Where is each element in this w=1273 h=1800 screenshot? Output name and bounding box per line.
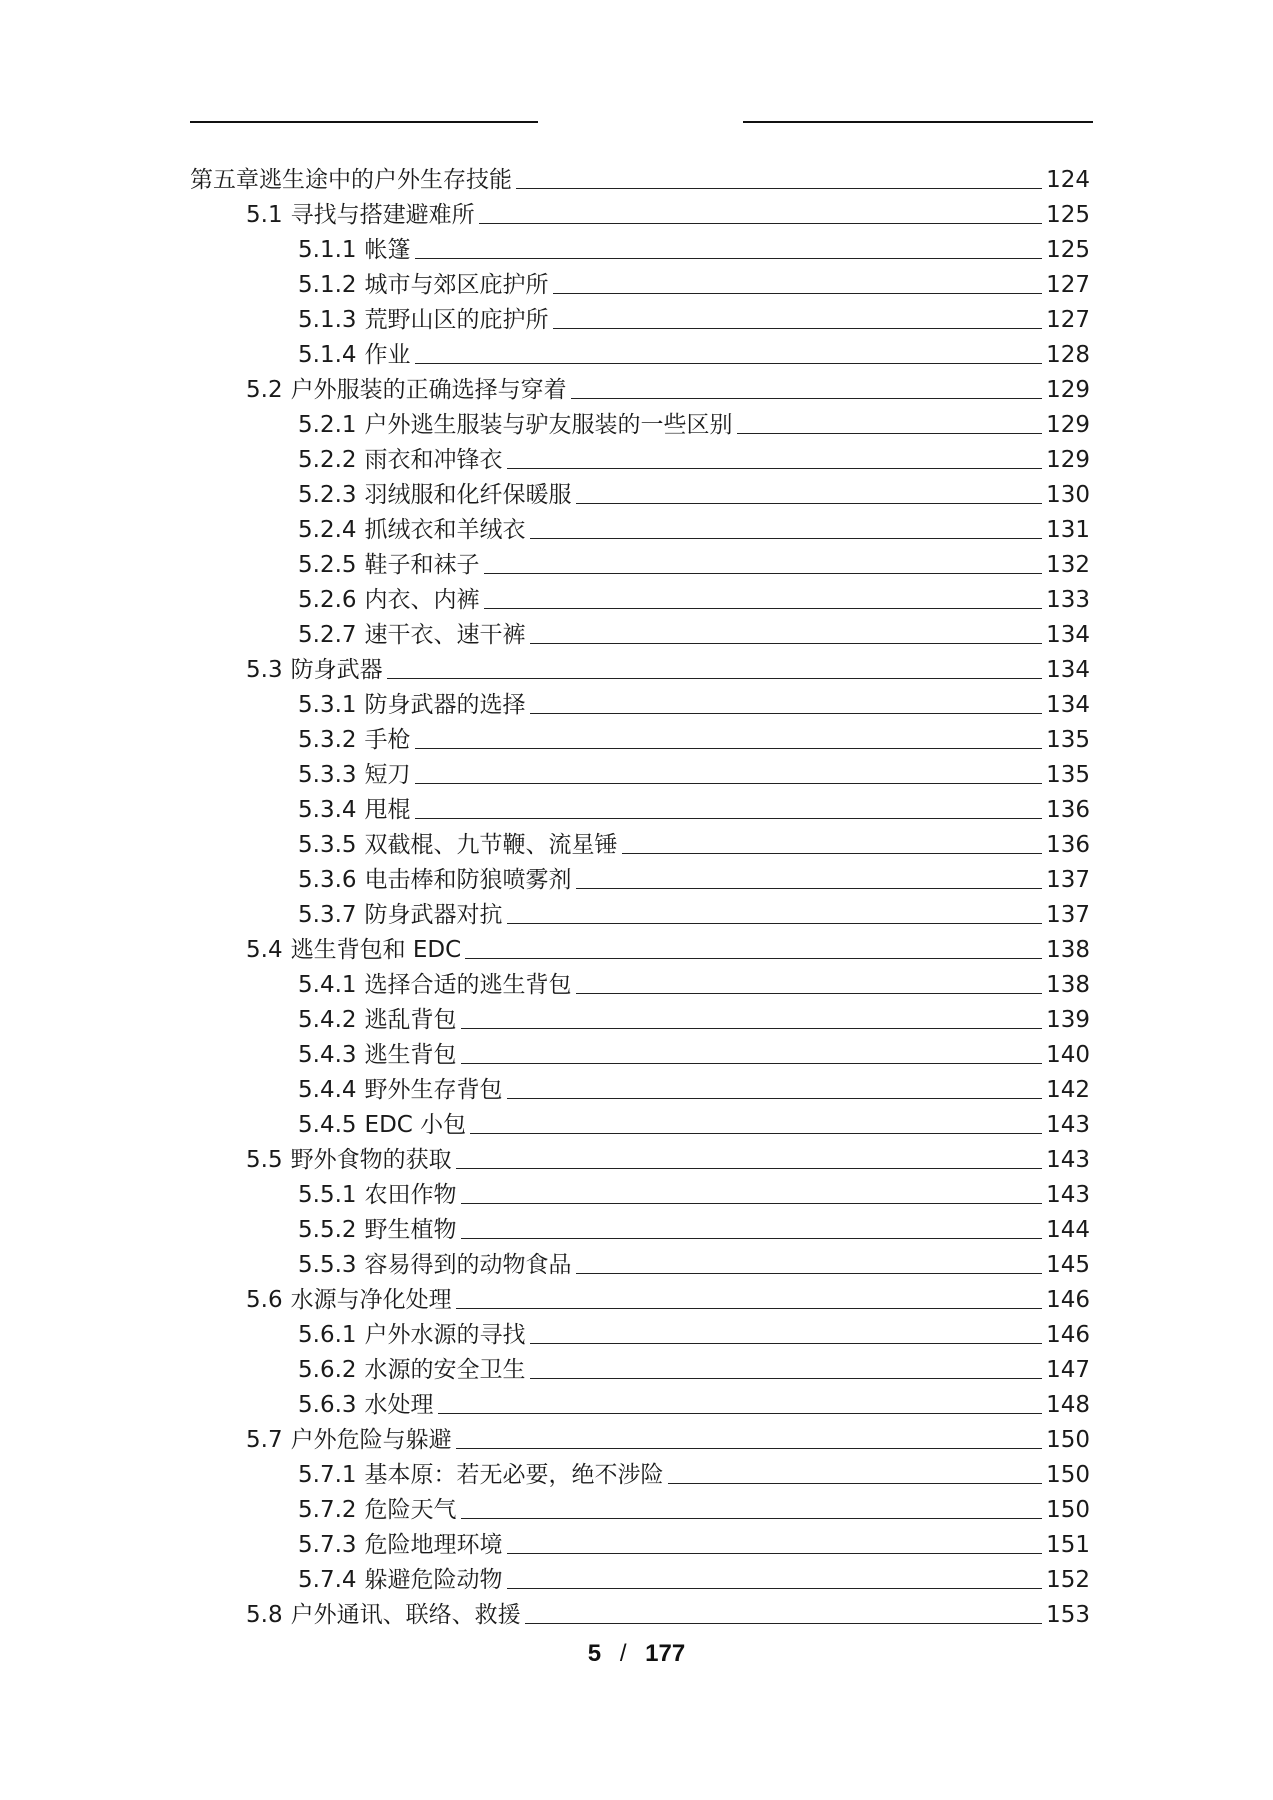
toc-entry-title: 危险地理环境: [364, 1532, 503, 1558]
toc-entry[interactable]: [190, 755, 1090, 790]
toc-entry-number: 5.3: [246, 657, 283, 683]
toc-entry-number: 5.6.2: [298, 1357, 357, 1383]
toc-entry[interactable]: [190, 1210, 1090, 1245]
toc-entry-title: 水处理: [364, 1392, 434, 1418]
toc-entry-page: 143: [1046, 1112, 1090, 1138]
toc-entry[interactable]: [190, 195, 1090, 230]
toc-entry[interactable]: [190, 300, 1090, 335]
toc-leader-line: [484, 573, 1043, 574]
toc-entry-title: 速干衣、速干裤: [364, 622, 526, 648]
toc-entry-page: 124: [1046, 167, 1090, 193]
toc-leader-line: [415, 363, 1043, 364]
toc-entry-title: 选择合适的逃生背包: [364, 972, 572, 998]
toc-leader-line: [461, 1028, 1043, 1029]
toc-entry-title: 内衣、内裤: [364, 587, 480, 613]
toc-entry-page: 131: [1046, 517, 1090, 543]
toc-entry[interactable]: [190, 580, 1090, 615]
toc-entry[interactable]: [190, 1385, 1090, 1420]
toc-entry-title: 城市与郊区庇护所: [364, 272, 549, 298]
toc-entry-number: 5.5.1: [298, 1182, 357, 1208]
toc-leader-line: [576, 503, 1043, 504]
toc-entry[interactable]: [190, 1560, 1090, 1595]
toc-entry-page: 138: [1046, 972, 1090, 998]
toc-entry[interactable]: [190, 405, 1090, 440]
toc-entry[interactable]: [190, 335, 1090, 370]
toc-entry-title: 户外逃生服装与驴友服装的一些区别: [364, 412, 733, 438]
toc-entry-page: 130: [1046, 482, 1090, 508]
toc-entry-page: 125: [1046, 237, 1090, 263]
toc-leader-line: [622, 853, 1043, 854]
toc-entry-number: 5.4.4: [298, 1077, 357, 1103]
toc-entry-page: 134: [1046, 622, 1090, 648]
toc-leader-line: [507, 468, 1043, 469]
toc-entry-page: 136: [1046, 797, 1090, 823]
toc-leader-line: [553, 328, 1043, 329]
toc-leader-line: [516, 188, 1042, 189]
toc-entry-number: 5.7.1: [298, 1462, 357, 1488]
toc-entry[interactable]: [190, 790, 1090, 825]
toc-entry-title: 水源的安全卫生: [364, 1357, 526, 1383]
toc-entry-page: 134: [1046, 657, 1090, 683]
toc-leader-line: [571, 398, 1043, 399]
toc-entry-number: 5.5.3: [298, 1252, 357, 1278]
page-separator: /: [619, 1640, 627, 1667]
toc-entry-title: 危险天气: [364, 1497, 457, 1523]
toc-entry-title: 逃生背包: [364, 1042, 457, 1068]
toc-entry-number: 5.7.4: [298, 1567, 357, 1593]
toc-entry-number: 5.7: [246, 1427, 283, 1453]
toc-entry-title: 水源与净化处理: [290, 1287, 452, 1313]
toc-entry-number: 5.3.3: [298, 762, 357, 788]
toc-entry[interactable]: [190, 1175, 1090, 1210]
toc-entry-number: 5.2.7: [298, 622, 357, 648]
toc-entry-page: 153: [1046, 1602, 1090, 1628]
toc-entry-page: 140: [1046, 1042, 1090, 1068]
toc-leader-line: [479, 223, 1043, 224]
toc-entry-page: 132: [1046, 552, 1090, 578]
toc-leader-line: [415, 818, 1043, 819]
toc-entry-page: 137: [1046, 902, 1090, 928]
toc-entry-number: 5.8: [246, 1602, 283, 1628]
toc-entry[interactable]: [190, 545, 1090, 580]
toc-entry-page: 135: [1046, 727, 1090, 753]
toc-entry-number: 5.7.3: [298, 1532, 357, 1558]
toc-entry[interactable]: [190, 1000, 1090, 1035]
toc-entry-number: 5.2.5: [298, 552, 357, 578]
toc-entry-title: 容易得到的动物食品: [364, 1252, 572, 1278]
toc-entry[interactable]: [190, 475, 1090, 510]
toc-entry-number: 5.3.4: [298, 797, 357, 823]
toc-entry-title: 短刀: [364, 762, 411, 788]
toc-entry-title: 甩棍: [364, 797, 411, 823]
toc-entry-page: 129: [1046, 447, 1090, 473]
toc-entry-title: 雨衣和冲锋衣: [364, 447, 503, 473]
toc-entry-number: 5.4.2: [298, 1007, 357, 1033]
toc-entry-title: 农田作物: [364, 1182, 457, 1208]
toc-entry-number: 5.1.1: [298, 237, 357, 263]
page-footer: [0, 1640, 1273, 1668]
toc-entry[interactable]: [190, 1070, 1090, 1105]
toc-entry[interactable]: [190, 230, 1090, 265]
toc-entry-page: 125: [1046, 202, 1090, 228]
toc-entry-page: 128: [1046, 342, 1090, 368]
toc-entry[interactable]: [190, 825, 1090, 860]
toc-entry-title: 躲避危险动物: [364, 1567, 503, 1593]
toc-leader-line: [484, 608, 1043, 609]
toc-entry-page: 143: [1046, 1182, 1090, 1208]
toc-entry-title: 基本原：若无必要，绝不涉险: [364, 1462, 664, 1488]
toc-entry-number: 5.2.1: [298, 412, 357, 438]
toc-entry-page: 145: [1046, 1252, 1090, 1278]
toc-entry[interactable]: [190, 510, 1090, 545]
toc-leader-line: [530, 713, 1043, 714]
toc-entry-number: 5.6: [246, 1287, 283, 1313]
toc-leader-line: [668, 1483, 1043, 1484]
toc-entry[interactable]: [190, 160, 1090, 195]
current-page-number: 5: [587, 1640, 602, 1667]
toc-leader-line: [415, 258, 1043, 259]
toc-entry[interactable]: [190, 1595, 1090, 1630]
toc-entry-title: 逃生背包和 EDC: [290, 937, 462, 963]
toc-entry-title: 户外危险与躲避: [290, 1427, 452, 1453]
toc-entry-page: 133: [1046, 587, 1090, 613]
toc-entry-number: 5.7.2: [298, 1497, 357, 1523]
toc-entry-page: 127: [1046, 272, 1090, 298]
toc-entry-page: 152: [1046, 1567, 1090, 1593]
toc-entry[interactable]: [190, 1420, 1090, 1455]
toc-entry-number: 5.2.6: [298, 587, 357, 613]
toc-leader-line: [525, 1623, 1043, 1624]
toc-entry-title: 野外食物的获取: [290, 1147, 452, 1173]
toc-leader-line: [461, 1238, 1043, 1239]
toc-entry-number: 5.4.5: [298, 1112, 357, 1138]
toc-entry[interactable]: [190, 965, 1090, 1000]
toc-entry-number: 5.2.3: [298, 482, 357, 508]
toc-entry[interactable]: [190, 1105, 1090, 1140]
toc-entry-number: 5.2: [246, 377, 283, 403]
toc-entry-title: 手枪: [364, 727, 411, 753]
table-of-contents: [190, 160, 1090, 1630]
toc-entry-page: 150: [1046, 1427, 1090, 1453]
toc-entry[interactable]: [190, 1245, 1090, 1280]
toc-entry-page: 142: [1046, 1077, 1090, 1103]
toc-entry-title: EDC 小包: [364, 1112, 467, 1138]
toc-entry-page: 148: [1046, 1392, 1090, 1418]
toc-entry[interactable]: [190, 860, 1090, 895]
header-rule-right: [743, 121, 1093, 123]
toc-leader-line: [415, 783, 1043, 784]
toc-entry-title: 逃乱背包: [364, 1007, 457, 1033]
toc-entry-title: 双截棍、九节鞭、流星锤: [364, 832, 618, 858]
toc-entry-title: 野生植物: [364, 1217, 457, 1243]
toc-entry-page: 134: [1046, 692, 1090, 718]
toc-entry-number: 5.4: [246, 937, 283, 963]
toc-entry-title: 户外服装的正确选择与穿着: [290, 377, 567, 403]
toc-entry-number: 5.3.6: [298, 867, 357, 893]
toc-entry-page: 146: [1046, 1287, 1090, 1313]
toc-entry-number: 5.5.2: [298, 1217, 357, 1243]
toc-entry-number: 5.3.5: [298, 832, 357, 858]
toc-leader-line: [470, 1133, 1042, 1134]
toc-leader-line: [530, 1343, 1043, 1344]
toc-entry-page: 138: [1046, 937, 1090, 963]
toc-leader-line: [576, 888, 1043, 889]
toc-entry[interactable]: [190, 1490, 1090, 1525]
toc-entry-title: 寻找与搭建避难所: [290, 202, 475, 228]
toc-leader-line: [461, 1518, 1043, 1519]
toc-entry-page: 127: [1046, 307, 1090, 333]
toc-leader-line: [456, 1168, 1043, 1169]
header-rule-left: [190, 121, 538, 123]
toc-entry-number: 5.1.3: [298, 307, 357, 333]
toc-entry-number: 5.4.1: [298, 972, 357, 998]
toc-entry[interactable]: [190, 1140, 1090, 1175]
toc-leader-line: [507, 1553, 1043, 1554]
toc-entry-title: 作业: [364, 342, 411, 368]
toc-entry-number: 5.3.7: [298, 902, 357, 928]
toc-entry-number: 5.6.3: [298, 1392, 357, 1418]
toc-entry-title: 抓绒衣和羊绒衣: [364, 517, 526, 543]
toc-entry-title: 野外生存背包: [364, 1077, 503, 1103]
toc-leader-line: [456, 1308, 1043, 1309]
toc-leader-line: [438, 1413, 1043, 1414]
toc-leader-line: [530, 538, 1043, 539]
toc-entry-page: 136: [1046, 832, 1090, 858]
toc-entry[interactable]: [190, 650, 1090, 685]
toc-leader-line: [465, 958, 1042, 959]
toc-leader-line: [507, 923, 1043, 924]
toc-leader-line: [530, 643, 1043, 644]
toc-entry-number: 5.2.2: [298, 447, 357, 473]
toc-entry[interactable]: [190, 720, 1090, 755]
toc-entry-title: 防身武器的选择: [364, 692, 526, 718]
toc-leader-line: [461, 1203, 1043, 1204]
toc-entry-title: 电击棒和防狼喷雾剂: [364, 867, 572, 893]
total-page-count: 177: [645, 1640, 686, 1667]
toc-entry-page: 144: [1046, 1217, 1090, 1243]
toc-entry-page: 135: [1046, 762, 1090, 788]
toc-leader-line: [576, 1273, 1043, 1274]
toc-leader-line: [576, 993, 1043, 994]
toc-entry-page: 151: [1046, 1532, 1090, 1558]
toc-entry[interactable]: [190, 370, 1090, 405]
toc-entry-page: 150: [1046, 1462, 1090, 1488]
toc-leader-line: [530, 1378, 1043, 1379]
toc-entry-number: 5.1.4: [298, 342, 357, 368]
toc-entry-title: 帐篷: [364, 237, 411, 263]
toc-entry[interactable]: [190, 615, 1090, 650]
toc-entry-page: 147: [1046, 1357, 1090, 1383]
toc-entry-title: 鞋子和袜子: [364, 552, 480, 578]
toc-entry-title: 荒野山区的庇护所: [364, 307, 549, 333]
toc-leader-line: [456, 1448, 1043, 1449]
toc-entry[interactable]: [190, 1455, 1090, 1490]
toc-entry[interactable]: [190, 685, 1090, 720]
toc-entry-page: 137: [1046, 867, 1090, 893]
toc-entry[interactable]: [190, 265, 1090, 300]
toc-entry[interactable]: [190, 1035, 1090, 1070]
toc-entry[interactable]: [190, 1350, 1090, 1385]
toc-leader-line: [461, 1063, 1043, 1064]
toc-entry-number: 5.5: [246, 1147, 283, 1173]
toc-entry-number: 5.3.2: [298, 727, 357, 753]
toc-leader-line: [387, 678, 1043, 679]
toc-entry-title: 防身武器: [290, 657, 383, 683]
toc-entry-page: 146: [1046, 1322, 1090, 1348]
toc-entry[interactable]: [190, 440, 1090, 475]
toc-entry[interactable]: [190, 1525, 1090, 1560]
toc-leader-line: [553, 293, 1043, 294]
toc-leader-line: [507, 1098, 1043, 1099]
toc-entry-title: 防身武器对抗: [364, 902, 503, 928]
toc-entry-title: 第五章逃生途中的户外生存技能: [190, 167, 512, 193]
toc-entry-page: 143: [1046, 1147, 1090, 1173]
toc-entry-title: 羽绒服和化纤保暖服: [364, 482, 572, 508]
toc-leader-line: [415, 748, 1043, 749]
toc-entry[interactable]: [190, 930, 1090, 965]
toc-entry-number: 5.4.3: [298, 1042, 357, 1068]
toc-entry-page: 150: [1046, 1497, 1090, 1523]
toc-leader-line: [737, 433, 1043, 434]
toc-entry-number: 5.1: [246, 202, 283, 228]
toc-entry-page: 129: [1046, 412, 1090, 438]
toc-entry-page: 139: [1046, 1007, 1090, 1033]
toc-entry-title: 户外通讯、联络、救援: [290, 1602, 521, 1628]
toc-entry-page: 129: [1046, 377, 1090, 403]
toc-leader-line: [507, 1588, 1043, 1589]
toc-entry[interactable]: [190, 1280, 1090, 1315]
toc-entry[interactable]: [190, 1315, 1090, 1350]
toc-entry-number: 5.1.2: [298, 272, 357, 298]
toc-entry-number: 5.6.1: [298, 1322, 357, 1348]
toc-entry-number: 5.3.1: [298, 692, 357, 718]
toc-entry[interactable]: [190, 895, 1090, 930]
toc-entry-title: 户外水源的寻找: [364, 1322, 526, 1348]
toc-entry-number: 5.2.4: [298, 517, 357, 543]
